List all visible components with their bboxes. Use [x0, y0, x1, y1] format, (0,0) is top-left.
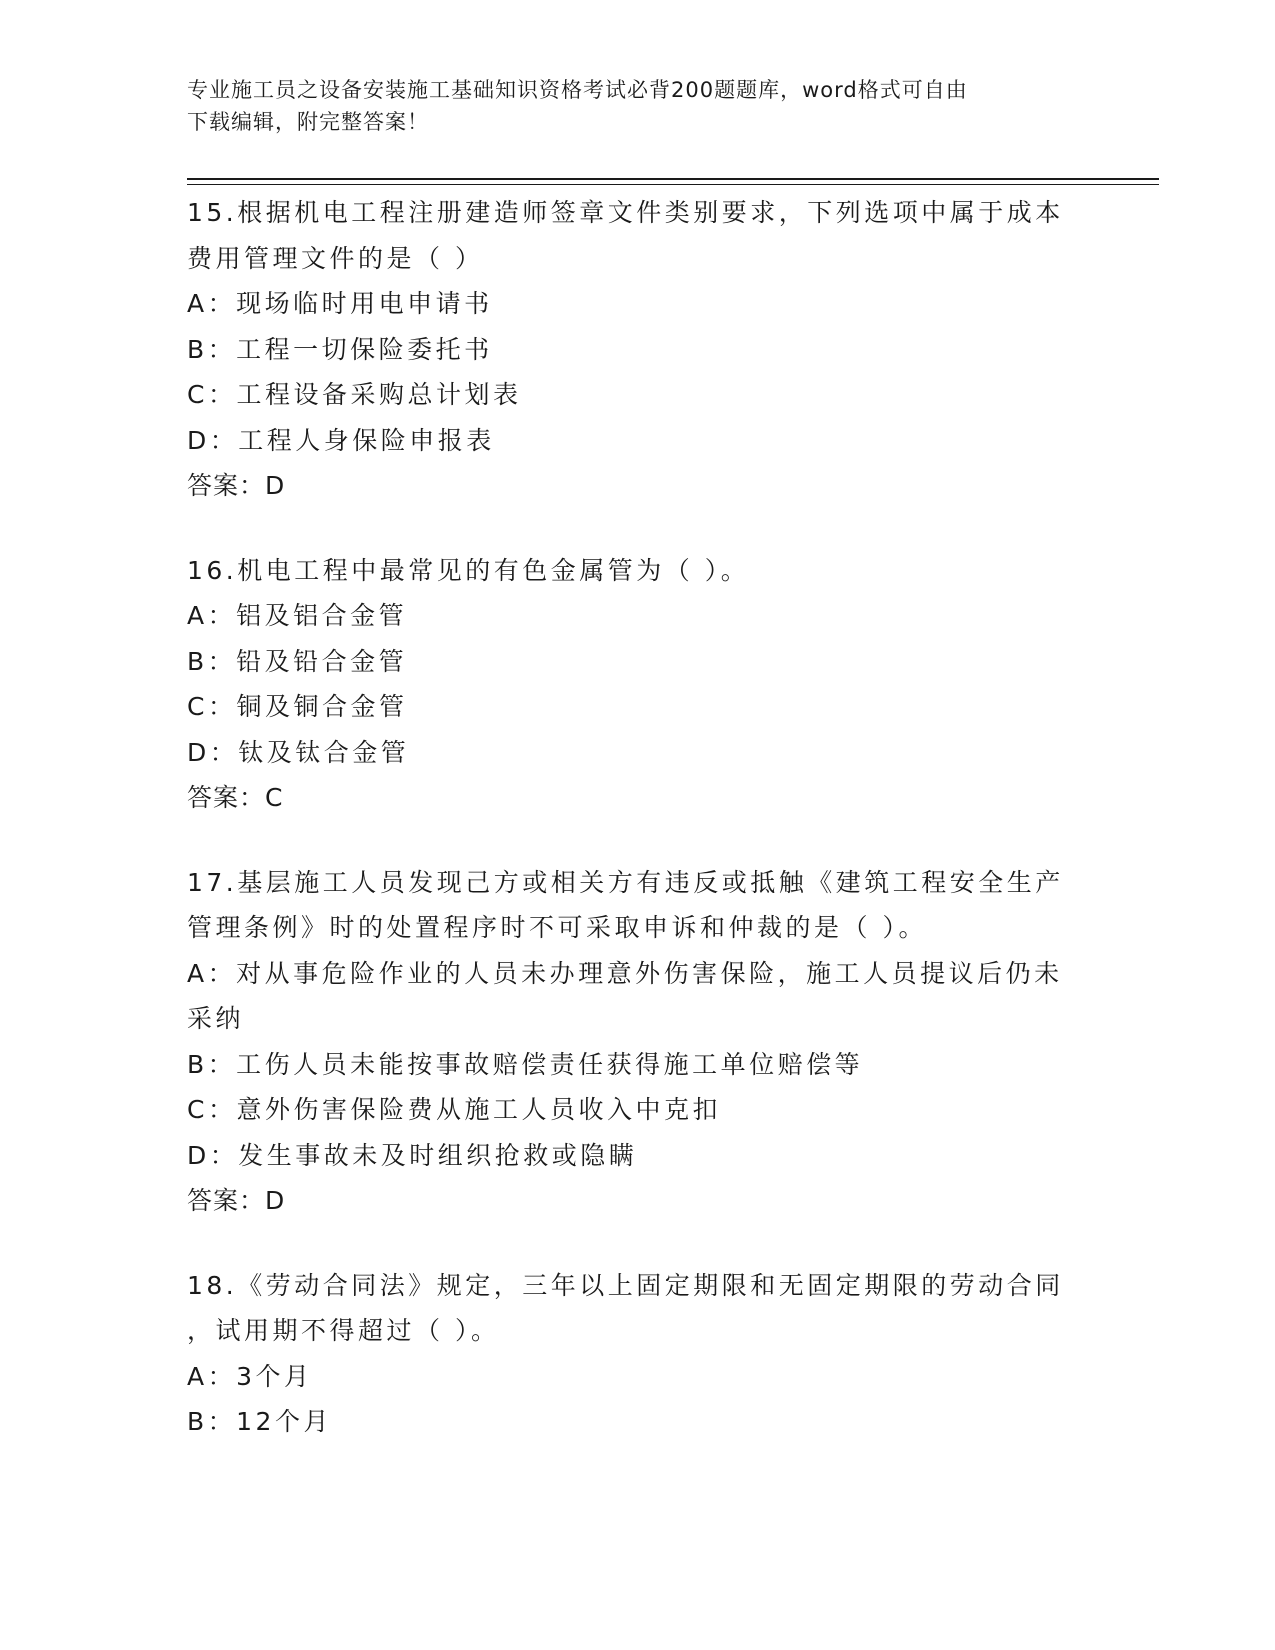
question-stem-line: 费用管理文件的是（ ）	[187, 243, 484, 273]
answer-line: 答案：D	[187, 471, 286, 500]
question-stem-line: 17.基层施工人员发现己方或相关方有违反或抵触《建筑工程安全生产	[187, 867, 1064, 897]
header-line-2: 下载编辑，附完整答案！	[187, 110, 429, 134]
option-a-continued: 采纳	[187, 1004, 245, 1033]
question-stem-line: 15.根据机电工程注册建造师签章文件类别要求，下列选项中属于成本	[187, 198, 1064, 227]
header-line-1: 专业施工员之设备安装施工基础知识资格考试必背200题题库，word格式可自由	[187, 78, 968, 102]
option-d: D：钛及钛合金管	[187, 737, 410, 767]
option-d: D：发生事故未及时组织抢救或隐瞒	[187, 1140, 638, 1170]
header-divider-thick	[187, 178, 1159, 180]
option-b: B：工程一切保险委托书	[187, 334, 493, 364]
question-stem-line: 18.《劳动合同法》规定，三年以上固定期限和无固定期限的劳动合同	[187, 1270, 1064, 1300]
option-a: A：现场临时用电申请书	[187, 289, 493, 318]
option-b: B：12个月	[187, 1407, 332, 1436]
question-stem-line: 管理条例》时的处置程序时不可采取申诉和仲裁的是（ ）。	[187, 913, 927, 942]
option-a: A：铝及铝合金管	[187, 601, 408, 630]
option-b: B：铅及铅合金管	[187, 646, 408, 676]
question-18	[187, 1263, 1087, 1445]
question-stem-line: ，试用期不得超过（ ）。	[187, 1316, 500, 1345]
document-header	[187, 74, 1087, 138]
question-stem-line: 16.机电工程中最常见的有色金属管为（ ）。	[187, 555, 750, 585]
option-d: D：工程人身保险申报表	[187, 425, 495, 455]
question-16	[187, 548, 1087, 821]
option-c: C：铜及铜合金管	[187, 692, 408, 721]
question-list	[187, 190, 1087, 1484]
option-a: A：3个月	[187, 1361, 313, 1391]
option-c: C：意外伤害保险费从施工人员收入中克扣	[187, 1095, 721, 1124]
question-15	[187, 190, 1087, 509]
question-17	[187, 860, 1087, 1224]
header-divider-thin	[187, 184, 1159, 185]
answer-line: 答案：D	[187, 1186, 286, 1215]
option-b: B：工伤人员未能按事故赔偿责任获得施工单位赔偿等	[187, 1049, 864, 1079]
option-a: A：对从事危险作业的人员未办理意外伤害保险，施工人员提议后仍未	[187, 958, 1063, 988]
option-c: C：工程设备采购总计划表	[187, 380, 522, 409]
answer-line: 答案：C	[187, 783, 284, 812]
